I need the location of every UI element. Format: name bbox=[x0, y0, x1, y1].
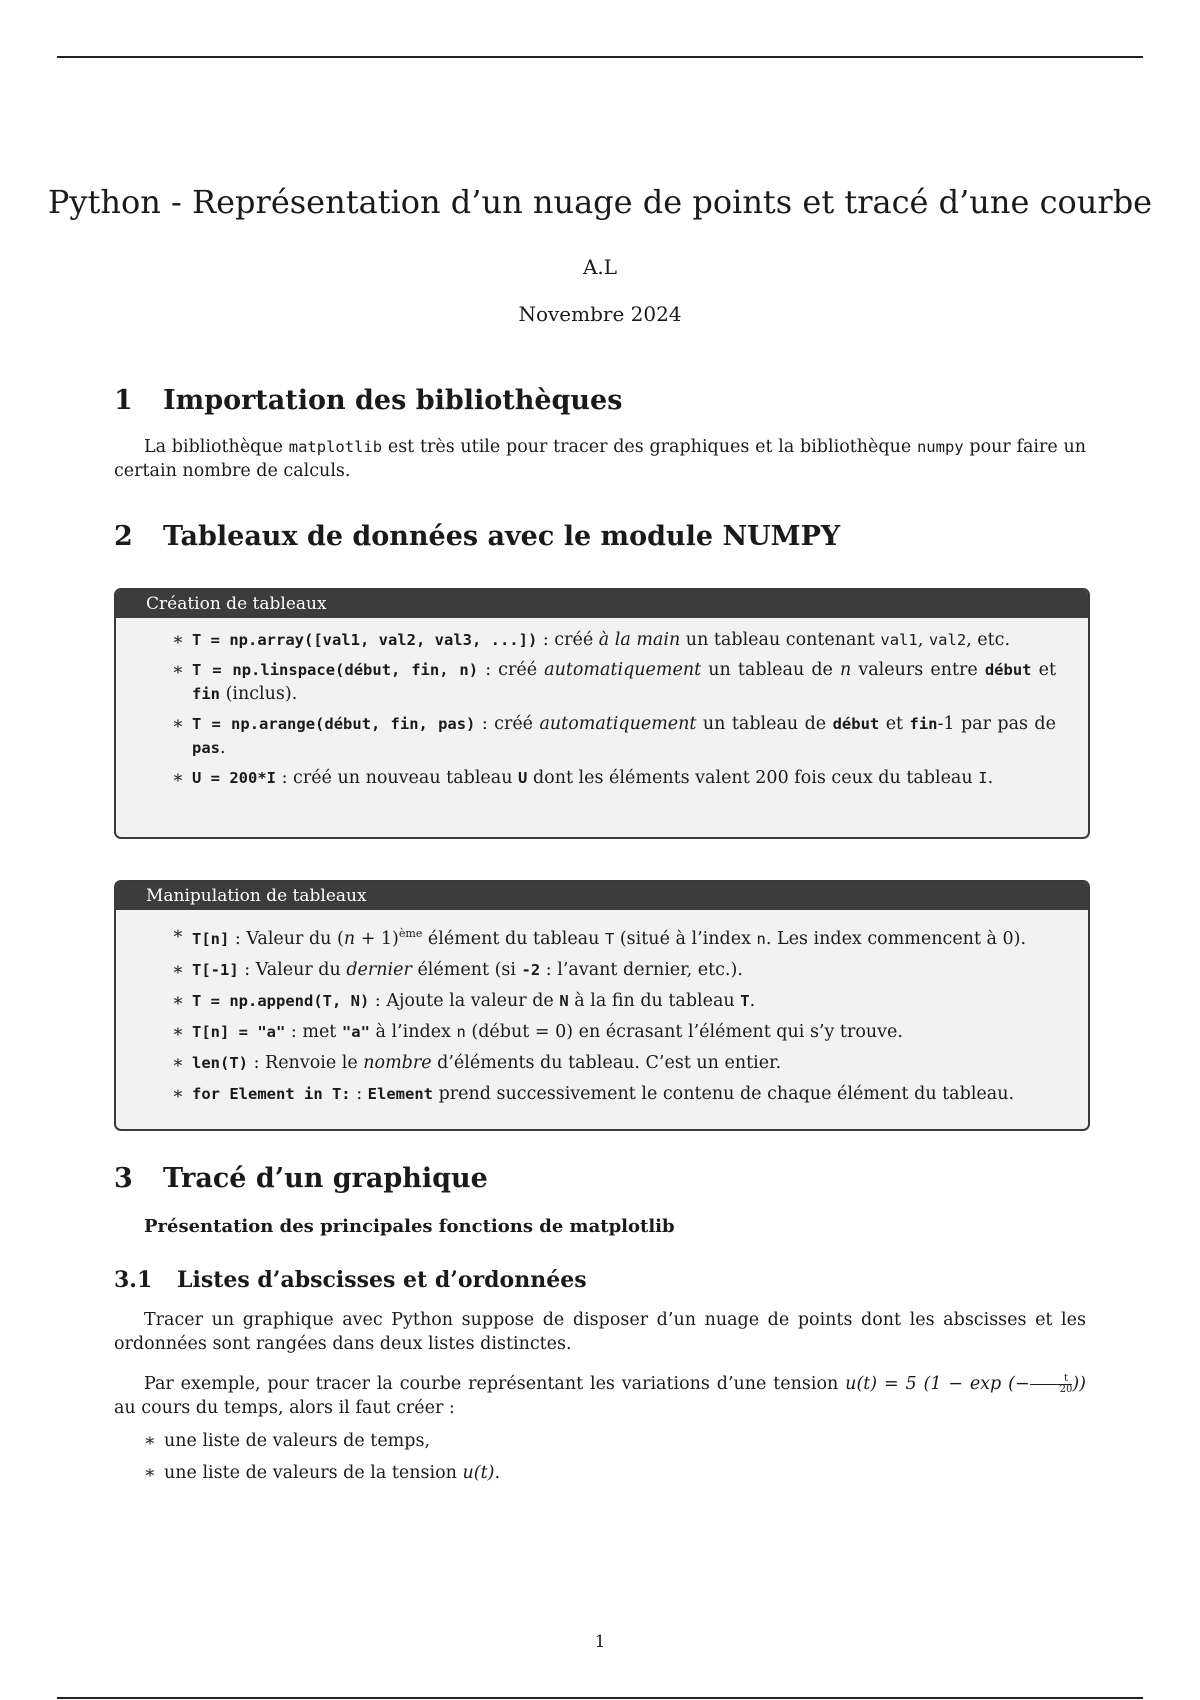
section-3-heading: 3 Tracé d’un graphique bbox=[114, 1163, 488, 1194]
list-item: ∗ une liste de valeurs de temps, bbox=[144, 1425, 1044, 1457]
bottom-rule bbox=[57, 1697, 1143, 1699]
top-rule bbox=[57, 56, 1143, 58]
section-1-body bbox=[114, 435, 1086, 483]
page-number: 1 bbox=[594, 1632, 606, 1652]
bullet-icon: ∗ bbox=[172, 959, 184, 980]
bullet-icon: ∗ bbox=[172, 924, 184, 944]
creation-list bbox=[172, 628, 1056, 790]
section-2-heading: 2 Tableaux de données avec le module NUMPY bbox=[114, 521, 841, 552]
bullet-icon: ∗ bbox=[172, 1083, 184, 1104]
list-item: ∗ T = np.append(T, N) : Ajoute la valeur de N à la fin du tableau T. bbox=[172, 990, 756, 1011]
bullet-icon: ∗ bbox=[172, 660, 184, 680]
section-1-heading: 1 Importation des bibliothèques bbox=[114, 385, 623, 416]
fraction: $\frac{t}{20}$ bbox=[1030, 1374, 1073, 1395]
list-item: ∗ T[n] : Valeur du $(n + 1)^{ème}$ élément du tableau T (situé à l’index n. Les index commencent à 0). bbox=[172, 924, 1027, 949]
bullet-icon: ∗ bbox=[172, 1052, 184, 1073]
document-date: Novembre 2024 bbox=[518, 302, 682, 326]
equation: u(t) = 5 (1 − exp (− bbox=[845, 1374, 1030, 1394]
box-manipulation-tableaux bbox=[114, 880, 1090, 1131]
section-1-paragraph: La bibliothèque matplotlib est très utile pour tracer des graphiques et la bibliothèque numpy pour faire un certain nombre de calculs. bbox=[114, 437, 1086, 481]
list-item: ∗ une liste de valeurs de la tension u(t). bbox=[144, 1457, 1044, 1489]
list-item: ∗ T = np.array([val1, val2, val3, ...]) : créé à la main un tableau contenant val1, val2, etc. bbox=[172, 630, 1011, 650]
subsection-3-1-body bbox=[114, 1308, 1086, 1420]
box-title: Création de tableaux bbox=[116, 590, 1088, 618]
bullet-icon: ∗ bbox=[172, 990, 184, 1011]
list-item: ∗ T[n] = "a" : met "a" à l’index n (début = 0) en écrasant l’élément qui s’y trouve. bbox=[172, 1021, 903, 1042]
paragraph-exemple: Par exemple, pour tracer la courbe représentant les variations d’une tension u(t) = 5 (1 − exp (− $\frac{t}{20}$ )) au cours du temps, alors il faut créer : bbox=[114, 1373, 1086, 1418]
box-title: Manipulation de tableaux bbox=[116, 882, 1088, 910]
box-creation-tableaux bbox=[114, 588, 1090, 839]
bullet-icon: ∗ bbox=[144, 1463, 156, 1483]
bullet-icon: ∗ bbox=[172, 768, 184, 788]
code-numpy: numpy bbox=[916, 438, 964, 456]
list-item: ∗ for Element in T: : Element prend successivement le contenu de chaque élément du tableau. bbox=[172, 1083, 1015, 1104]
list-item: ∗ T = np.arange(début, fin, pas) : créé automatiquement un tableau de début et fin-1 par pas de pas. bbox=[172, 714, 1056, 758]
code-matplotlib: matplotlib bbox=[288, 438, 383, 456]
list-item: ∗ T = np.linspace(début, fin, n) : créé automatiquement un tableau de n valeurs entre début et fin (inclus). bbox=[172, 660, 1056, 704]
subsection-3-1-heading: 3.1 Listes d’abscisses et d’ordonnées bbox=[114, 1267, 587, 1293]
list-item: ∗ U = 200*I : créé un nouveau tableau U dont les éléments valent 200 fois ceux du tableau I. bbox=[172, 768, 994, 788]
bullet-icon: ∗ bbox=[172, 714, 184, 734]
document-author: A.L bbox=[582, 255, 618, 279]
bullet-icon: ∗ bbox=[144, 1431, 156, 1451]
subsection-3-1-list bbox=[144, 1425, 1044, 1489]
list-item: ∗ T[-1] : Valeur du dernier élément (si -2 : l’avant dernier, etc.). bbox=[172, 959, 743, 980]
bullet-icon: ∗ bbox=[172, 630, 184, 650]
bullet-icon: ∗ bbox=[172, 1021, 184, 1042]
section-3-lead: Présentation des principales fonctions de matplotlib bbox=[144, 1216, 675, 1237]
list-item: ∗ len(T) : Renvoie le nombre d’éléments du tableau. C’est un entier. bbox=[172, 1052, 782, 1073]
paragraph-nuage: Tracer un graphique avec Python suppose de disposer d’un nuage de points dont les abscisses et les ordonnées sont rangées dans deux listes distinctes. bbox=[114, 1310, 1086, 1354]
document-title: Python - Représentation d’un nuage de points et tracé d’une courbe bbox=[47, 183, 1153, 221]
manipulation-list bbox=[172, 922, 1056, 1106]
